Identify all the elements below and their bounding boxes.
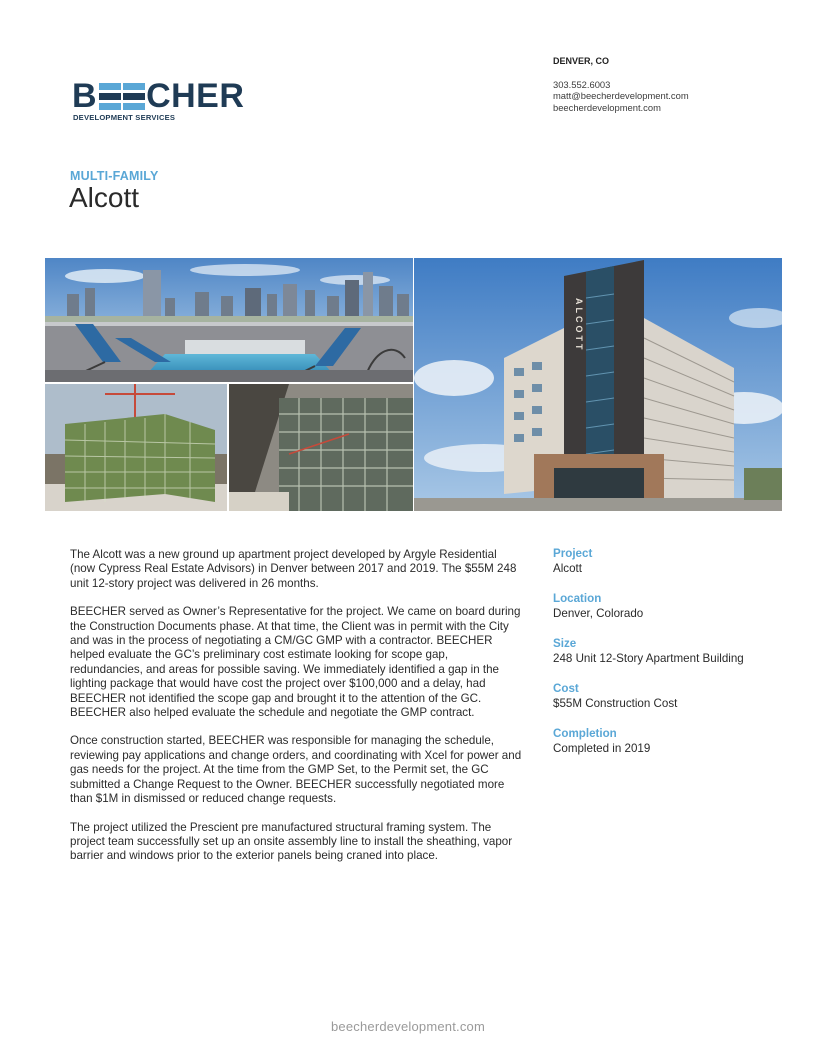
description-paragraph-4: The project utilized the Prescient pre manufactured structural framing system. The project team successfully set up an onsite assembly line to install the sheathing, vapor barrier and windows prior to the exterior panels being craned into place. <box>70 820 513 863</box>
description-paragraph-3: Once construction started, BEECHER was responsible for managing the schedule, reviewing pay applications and change orders, and coordinating with Xcel for power and gas needs for the project. At the time from the GMP Set, to the Permit set, the GC submitted a Change Request to the Owner. BEECHER successfully negotiated more than $1M in dismissed or reduced change requests. <box>70 734 522 806</box>
contact-email[interactable]: matt@beecherdevelopment.com <box>553 90 689 101</box>
fact-value: Denver, Colorado <box>553 607 644 620</box>
fact-label: Cost <box>553 682 579 695</box>
fact-size <box>553 637 753 667</box>
contact-city: DENVER, CO <box>553 56 610 66</box>
logo-subtitle: DEVELOPMENT SERVICES <box>73 113 176 122</box>
logo-double-e-mark <box>99 83 145 110</box>
fact-label: Completion <box>553 727 617 740</box>
logo-letter-b: B <box>72 77 98 115</box>
construction-framing-photo-a <box>45 384 227 511</box>
contact-phone[interactable]: 303.552.6003 <box>553 78 611 90</box>
alcott-tower-exterior-photo <box>414 258 782 511</box>
fact-value: Alcott <box>553 562 582 575</box>
fact-completion <box>553 727 753 757</box>
fact-value: 248 Unit 12-Story Apartment Building <box>553 652 744 665</box>
project-description <box>70 548 524 878</box>
description-paragraph-1: The Alcott was a new ground up apartment project developed by Argyle Residential (now Cypress Real Estate Advisors) in Denver between 2017 and 2019. The $55M 248 unit 12-story project was delivered in 26 months. <box>70 548 517 590</box>
contact-website[interactable]: beecherdevelopment.com <box>553 101 661 113</box>
fact-label: Location <box>553 592 602 605</box>
logo-letters-cher: CHER <box>146 77 245 115</box>
svg-text:ALCOTT: ALCOTT <box>574 298 584 353</box>
fact-label: Project <box>553 547 593 560</box>
beecher-logo <box>72 77 252 126</box>
project-category: MULTI-FAMILY <box>70 169 159 183</box>
photo-collage <box>45 258 782 511</box>
project-title: Alcott <box>69 182 140 213</box>
fact-project <box>553 547 753 577</box>
description-paragraph-2: BEECHER served as Owner’s Representative for the project. We came on board during the Construction Documents phase. At that time, the Client was in permit with the City and was in the process of negotiating a CM/GC GMP with a contractor. BEECHER helped evaluate the GC’s preliminary cost estimate looking for scope gap, redundancies, and areas for possible saving. We immediately identified a gap in the lighting package that would have cost the project over $100,000 and a delay, had BEECHER not identified the scope gap and brought it to the attention of the GC. BEECHER also helped evaluate the schedule and negotiate the GMP contract. <box>70 605 521 720</box>
contact-block <box>553 56 689 113</box>
construction-framing-photo-b <box>229 384 413 511</box>
fact-label: Size <box>553 637 577 650</box>
fact-location <box>553 592 753 622</box>
logo-wordmark <box>72 77 245 115</box>
fact-value: Completed in 2019 <box>553 742 651 755</box>
project-facts-sidebar <box>553 547 753 772</box>
rooftop-pool-skyline-photo <box>45 258 413 382</box>
fact-value: $55M Construction Cost <box>553 697 678 710</box>
footer-website[interactable]: beecherdevelopment.com <box>331 1019 485 1034</box>
fact-cost <box>553 682 753 712</box>
